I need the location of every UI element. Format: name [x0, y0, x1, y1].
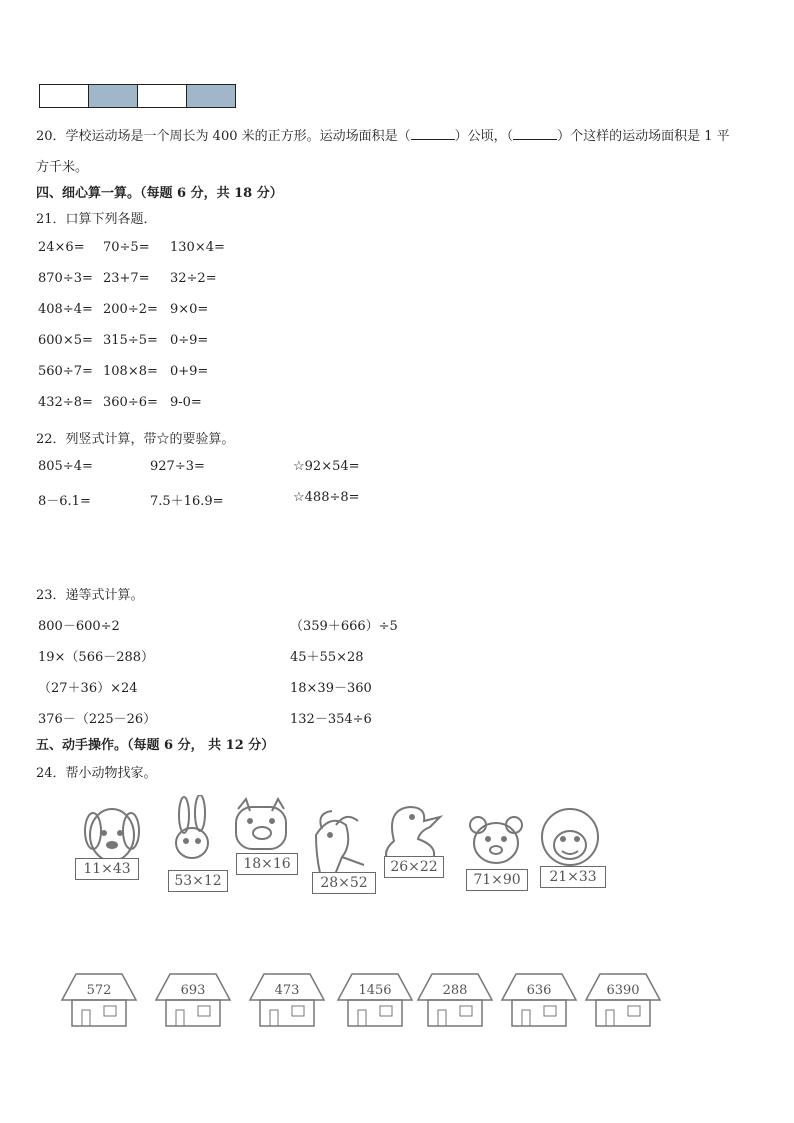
goat-icon [316, 811, 364, 877]
q23-problem: 45＋55×28 [290, 650, 364, 665]
house-288 [418, 974, 492, 1026]
q21-problem: 200÷2= [103, 302, 158, 317]
q20-text-a: 20．学校运动场是一个周长为 400 米的正方形。运动场面积是（ [36, 129, 411, 144]
q22-problem: 927÷3= [150, 459, 205, 474]
q21-problem: 0÷9= [170, 333, 209, 348]
bear-icon [470, 817, 522, 863]
house-number: 6390 [606, 983, 640, 998]
q21-problem: 360÷6= [103, 395, 158, 410]
house-473 [250, 974, 324, 1026]
house-number: 473 [274, 983, 300, 998]
q20-text-d: 方千米。 [36, 160, 89, 175]
house-number: 572 [86, 983, 112, 998]
house-693 [156, 974, 230, 1026]
q20-text-b: ）公顷，（ [454, 129, 514, 144]
monkey-icon [542, 809, 598, 865]
q21-problem: 315÷5= [103, 333, 158, 348]
q23-problem: 800－600÷2 [38, 619, 120, 634]
q21-problem: 0+9= [170, 364, 209, 379]
q21-problem: 432÷8= [38, 395, 93, 410]
duck-expression-card: 26×22 [384, 856, 444, 878]
q23-problem: 19×（566－288） [38, 650, 155, 665]
bear-expression-card: 71×90 [466, 869, 528, 891]
q20-blank-2[interactable] [513, 129, 557, 140]
q21-problem: 130×4= [170, 240, 225, 255]
animals-illustration [0, 795, 794, 905]
duck-icon [386, 807, 440, 861]
question-23-title: 23．递等式计算。 [36, 588, 144, 603]
q22-problem: ☆488÷8= [293, 490, 360, 505]
pig-expression-card: 18×16 [236, 853, 298, 875]
q21-problem: 9-0= [170, 395, 202, 410]
q20-blank-1[interactable] [411, 129, 455, 140]
q22-problem: ☆92×54= [293, 459, 360, 474]
dog-icon [85, 809, 139, 861]
rabbit-expression-card: 53×12 [168, 870, 228, 892]
house-636 [502, 974, 576, 1026]
q22-problem: 7.5＋16.9= [150, 494, 224, 509]
q21-problem: 408÷4= [38, 302, 93, 317]
section-4-title: 四、细心算一算。（每题 6 分，共 18 分） [36, 186, 283, 201]
question-22-title: 22．列竖式计算，带☆的要验算。 [36, 432, 235, 447]
box-2 [89, 85, 138, 107]
house-number: 1456 [358, 983, 392, 998]
q23-problem: （27＋36）×24 [38, 681, 138, 696]
q20-text-c: ）个这样的运动场面积是 1 平 [557, 129, 730, 144]
q21-problem: 108×8= [103, 364, 158, 379]
pig-icon [236, 799, 286, 849]
q23-problem: （359＋666）÷5 [290, 619, 398, 634]
q21-problem: 24×6= [38, 240, 85, 255]
house-572 [62, 974, 136, 1026]
q23-problem: 376－（225－26） [38, 712, 157, 727]
goat-expression-card: 28×52 [312, 872, 376, 894]
shaded-box-row [39, 84, 236, 108]
section-5-title: 五、动手操作。（每题 6 分， 共 12 分） [36, 738, 275, 753]
q23-problem: 18×39－360 [290, 681, 372, 696]
question-20-line1 [36, 125, 730, 144]
house-1456 [338, 974, 412, 1026]
houses-illustration [0, 960, 794, 1035]
rabbit-icon [176, 795, 208, 858]
q21-problem: 70÷5= [103, 240, 150, 255]
box-4 [187, 85, 235, 107]
question-24-title: 24．帮小动物找家。 [36, 766, 157, 781]
q21-problem: 23+7= [103, 271, 150, 286]
q22-problem: 8－6.1= [38, 494, 91, 509]
q21-problem: 9×0= [170, 302, 209, 317]
q21-problem: 600×5= [38, 333, 93, 348]
house-number: 636 [526, 983, 552, 998]
house-number: 693 [180, 983, 206, 998]
monkey-expression-card: 21×33 [540, 866, 606, 888]
q23-problem: 132－354÷6 [290, 712, 372, 727]
house-number: 288 [442, 983, 468, 998]
q21-problem: 560÷7= [38, 364, 93, 379]
q21-problem: 32÷2= [170, 271, 217, 286]
q21-problem: 870÷3= [38, 271, 93, 286]
box-1 [40, 85, 89, 107]
box-3 [138, 85, 187, 107]
question-21-title: 21．口算下列各题． [36, 212, 157, 227]
house-6390 [586, 974, 660, 1026]
dog-expression-card: 11×43 [75, 858, 139, 880]
q22-problem: 805÷4= [38, 459, 93, 474]
